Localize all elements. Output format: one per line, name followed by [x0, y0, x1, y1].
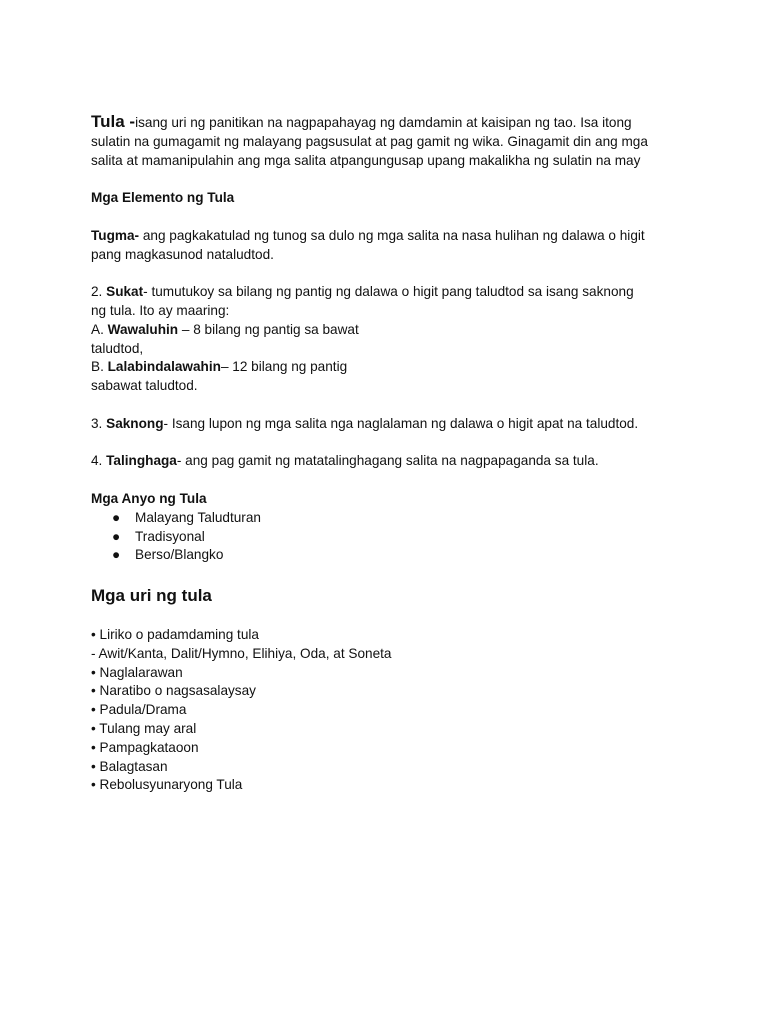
- spacer: [91, 396, 681, 415]
- bullet-icon: ●: [112, 547, 121, 563]
- sukat-line-2: ng tula. Ito ay maaring:: [91, 302, 230, 318]
- sukat-a-prefix: A.: [91, 321, 108, 337]
- anyo-list: [91, 509, 681, 565]
- saknong-number: 3.: [91, 415, 107, 431]
- doc-title: Tula -: [91, 112, 136, 131]
- intro-text-1: isang uri ng panitikan na nagpapahayag ng damdamin at kaisipan ng tao. Isa itong: [135, 115, 632, 130]
- sukat-b-prefix: B.: [91, 359, 108, 375]
- list-item: • Rebolusyunaryong Tula: [91, 777, 243, 793]
- sukat-b-text: – 12 bilang ng pantig: [220, 359, 348, 375]
- talinghaga-text: - ang pag gamit ng matatalinghagang salita na nagpapaganda sa tula.: [176, 453, 599, 469]
- spacer: [91, 565, 681, 575]
- elements-heading: Mga Elemento ng Tula: [91, 190, 235, 206]
- spacer: [91, 575, 681, 585]
- list-item: • Balagtasan: [91, 758, 168, 774]
- spacer: [91, 170, 681, 189]
- spacer: [91, 471, 681, 490]
- spacer: [91, 607, 681, 626]
- list-item: - Awit/Kanta, Dalit/Hymno, Elihiya, Oda, at Soneta: [91, 645, 392, 661]
- sukat-term: Sukat: [106, 284, 144, 300]
- sukat-b-line-2: sabawat taludtod.: [91, 378, 198, 394]
- sukat-a-line: [91, 321, 681, 340]
- spacer: [91, 208, 681, 227]
- talinghaga-line: [91, 452, 681, 471]
- tugma-line-2: pang magkasunod nataludtod.: [91, 246, 274, 262]
- anyo-heading: Mga Anyo ng Tula: [91, 490, 207, 506]
- spacer: [91, 264, 681, 283]
- sukat-line-1: [91, 283, 681, 302]
- bullet-icon: ●: [112, 528, 121, 544]
- intro-line-1: [91, 113, 681, 133]
- sukat-number: 2.: [91, 284, 107, 300]
- tugma-text: ang pagkakatulad ng tunog sa dulo ng mga salita na nasa hulihan ng dalawa o higit: [139, 227, 645, 243]
- bullet-icon: ●: [112, 509, 121, 525]
- saknong-term: Saknong: [106, 415, 164, 431]
- talinghaga-term: Talinghaga: [106, 453, 177, 469]
- list-item: • Liriko o padamdaming tula: [91, 626, 259, 642]
- uri-heading: Mga uri ng tula: [91, 586, 212, 606]
- intro-line-2: sulatin na gumagamit ng malayang pagsusulat at pag gamit ng wika. Ginagamit din ang mga: [91, 133, 648, 149]
- list-item: [91, 509, 681, 528]
- list-item: [91, 546, 681, 565]
- sukat-text: - tumutukoy sa bilang ng pantig ng dalawa o higit pang taludtod sa isang saknong: [143, 284, 634, 300]
- saknong-text: - Isang lupon ng mga salita nga naglalaman ng dalawa o higit apat na taludtod.: [163, 415, 639, 431]
- list-item-label: Malayang Taludturan: [135, 509, 261, 525]
- list-item: • Naratibo o nagsasalaysay: [91, 683, 256, 699]
- sukat-b-term: Lalabindalawahin: [107, 359, 221, 375]
- sukat-a-term: Wawaluhin: [107, 321, 179, 337]
- talinghaga-number: 4.: [91, 453, 107, 469]
- list-item-label: Berso/Blangko: [135, 547, 224, 563]
- spacer: [91, 434, 681, 453]
- tugma-line-1: [91, 227, 681, 246]
- list-item-label: Tradisyonal: [135, 528, 205, 544]
- sukat-a-line-2: taludtod,: [91, 340, 144, 356]
- list-item: [91, 528, 681, 547]
- tugma-term: Tugma-: [91, 227, 140, 243]
- list-item: • Tulang may aral: [91, 720, 197, 736]
- saknong-line: [91, 415, 681, 434]
- document-page: [91, 113, 681, 795]
- list-item: • Pampagkataoon: [91, 739, 199, 755]
- intro-line-3: salita at mamanipulahin ang mga salita atpangungusap upang makalikha ng sulatin na may: [91, 152, 641, 168]
- sukat-a-text: – 8 bilang ng pantig sa bawat: [178, 321, 359, 337]
- list-item: • Naglalarawan: [91, 664, 183, 680]
- list-item: • Padula/Drama: [91, 702, 187, 718]
- sukat-b-line: [91, 358, 681, 377]
